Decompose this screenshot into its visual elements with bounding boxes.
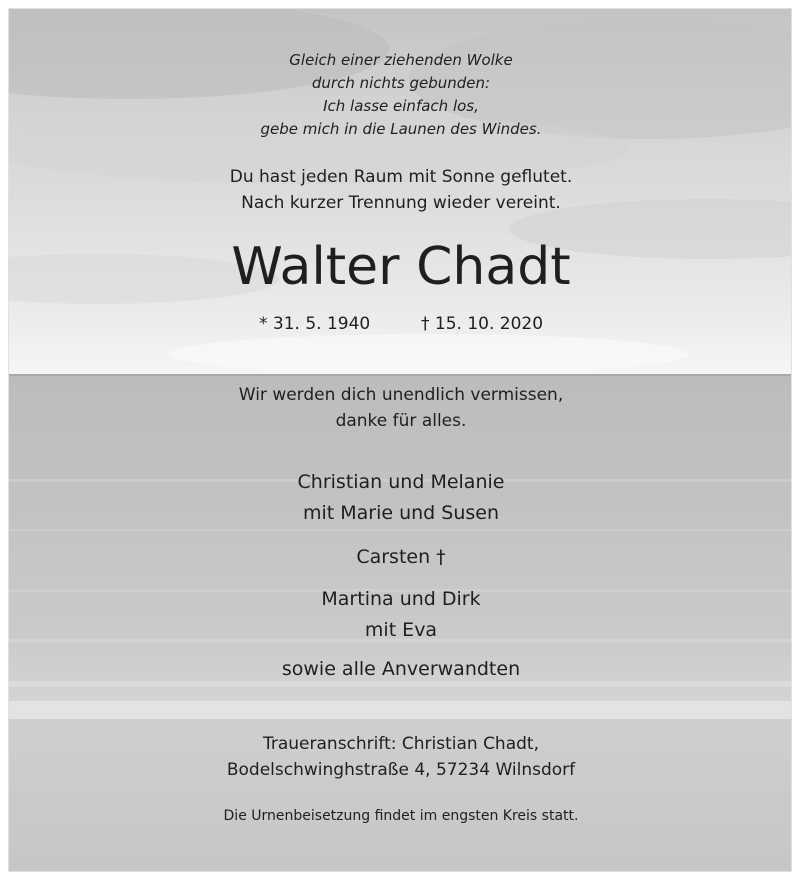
mourner-group — [9, 467, 792, 529]
burial-note: Die Urnenbeisetzung findet im engsten Kreis statt. — [223, 808, 579, 824]
mourner-line: mit Marie und Susen — [302, 502, 500, 524]
verse-line: Nach kurzer Trennung wieder vereint. — [241, 193, 561, 213]
farewell-message — [9, 382, 792, 434]
poem — [9, 49, 792, 141]
deceased-name: Walter Chadt — [231, 237, 571, 297]
poem-line: Gleich einer ziehenden Wolke — [289, 51, 513, 69]
address-line: Traueranschrift: Christian Chadt, — [262, 734, 539, 754]
mourner-line: Martina und Dirk — [321, 588, 481, 610]
mourner-line: Christian und Melanie — [297, 471, 505, 493]
obituary-card — [8, 8, 792, 872]
mourner-line: sowie alle Anverwandten — [281, 658, 521, 680]
verse — [9, 164, 792, 216]
poem-line: Ich lasse einfach los, — [323, 97, 479, 115]
mourner-line: Carsten † — [356, 546, 446, 568]
birth-date: * 31. 5. 1940 — [259, 314, 371, 334]
address-line: Bodelschwinghstraße 4, 57234 Wilnsdorf — [226, 760, 576, 780]
poem-line: durch nichts gebunden: — [311, 74, 491, 92]
mourner-line: mit Eva — [364, 619, 438, 641]
mourner-group — [9, 542, 792, 573]
death-date: † 15. 10. 2020 — [421, 314, 544, 334]
verse-line: Du hast jeden Raum mit Sonne geflutet. — [229, 167, 573, 187]
mourner-group — [9, 654, 792, 685]
mourner-group — [9, 584, 792, 646]
farewell-line: Wir werden dich unendlich vermissen, — [238, 385, 564, 405]
farewell-line: danke für alles. — [335, 411, 467, 431]
mourning-address — [9, 731, 792, 783]
poem-line: gebe mich in die Launen des Windes. — [260, 120, 542, 138]
